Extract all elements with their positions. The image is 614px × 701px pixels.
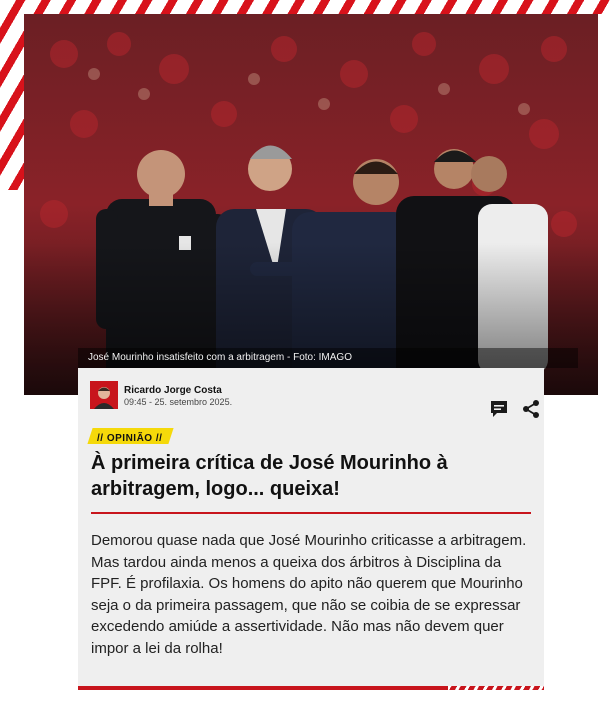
card-bottom-stripes bbox=[448, 686, 544, 690]
author-avatar[interactable] bbox=[90, 381, 118, 409]
publish-datetime: 09:45 - 25. setembro 2025. bbox=[124, 397, 233, 407]
comment-button[interactable] bbox=[490, 400, 508, 418]
opinion-tag-label: // OPINIÃO // bbox=[97, 433, 163, 444]
article-lead: Demorou quase nada que José Mourinho criticasse a arbitragem. Mas tardou ainda menos a queixa dos árbitros à Disciplina da FPF. É profilaxia. Os homens do apito não querem que Mourinho seja o da primeira passagem, que não se coibia de se expressar excedendo amiúde a assertividade. Não mas não devem quer impor a lei da rolha! bbox=[91, 532, 527, 657]
title-divider bbox=[91, 512, 531, 514]
share-icon bbox=[522, 399, 540, 419]
article-title: À primeira crítica de José Mourinho à arbitragem, logo... queixa! bbox=[91, 452, 448, 500]
hero-image bbox=[24, 14, 598, 395]
author-byline bbox=[90, 381, 530, 409]
photo-caption-bar bbox=[78, 348, 578, 368]
comment-icon bbox=[490, 400, 508, 418]
author-name[interactable]: Ricardo Jorge Costa bbox=[124, 385, 222, 396]
article-card bbox=[78, 368, 544, 690]
opinion-tag[interactable] bbox=[87, 428, 174, 444]
share-button[interactable] bbox=[522, 399, 540, 419]
photo-caption: José Mourinho insatisfeito com a arbitragem - Foto: IMAGO bbox=[88, 352, 352, 363]
